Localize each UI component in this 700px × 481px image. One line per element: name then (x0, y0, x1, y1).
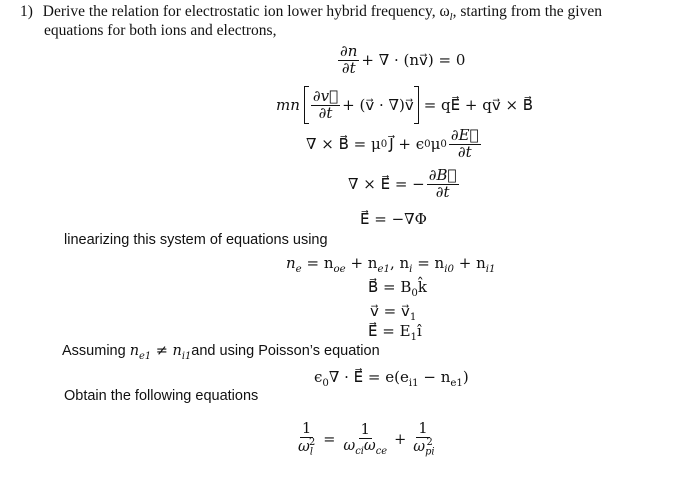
poisson-equation: $\epsilon_0\nabla$ · E⃗ = $e(e_{i1} - n_{e1})$ (314, 368, 469, 389)
faraday-fraction: $\frac{\partial B⃗}{\partial t}$ (428, 166, 457, 201)
momentum-fraction: $\frac{\partial v⃗}{\partial t}$ (312, 86, 339, 122)
obtain-label: Obtain the following equations (64, 388, 259, 404)
assumption-text: Assuming $n_{e1} \ne n_{i1}and$ using Poisson’s equation (62, 343, 380, 362)
density-perturbation-equation: $n_e = n_{oe} + n_{e1}$, $n_i = n_{i0} + n_{i1}$ (286, 254, 496, 275)
problem-number: 1) (20, 3, 33, 20)
momentum-equation: mn $\frac{\partial v⃗}{\partial t}$ + (v⃗ · ∇)v⃗ = qE⃗ + qv⃗ × B⃗ (276, 86, 533, 124)
prompt-line-2: equations for both ions and electrons, (44, 22, 277, 39)
ampere-fraction: $\frac{\partial E⃗}{\partial t}$ (450, 126, 479, 161)
potential-equation: E⃗ = −∇Φ (360, 210, 427, 228)
ampere-equation: ∇ × B⃗ = μ 0 J⃗ + ϵ 0 μ 0 $\frac{\partial E⃗}{\partial t}$ (306, 126, 479, 161)
result-fraction-cyclotron: $\frac{1}{\omega_{ci}\omega_{ce}}$ (343, 421, 388, 458)
result-fraction-plasma: $\frac{1}{\omega_{pi}^2}$ (413, 421, 435, 458)
result-fraction-lhs: $\frac{1}{\omega_l^2}$ (298, 421, 316, 458)
result-equation: $\frac{1}{\omega_l^2}$ = $\frac{1}{\omega_{ci}\omega_{ce}}$ + $\frac{1}{\omega_{pi}^2}$ (298, 421, 435, 458)
problem-statement (20, 3, 602, 23)
b-field-equation: B⃗ = $B_0k̂$ (368, 278, 427, 299)
continuity-fraction: $\frac{\partial n}{\partial t}$ (340, 42, 358, 77)
continuity-equation: $\frac{\partial n}{\partial t}$ + ∇ · (nv⃗) = 0 (340, 42, 466, 77)
velocity-equation: v⃗ = $v⃗_1$ (370, 302, 417, 323)
linearizing-label: linearizing this system of equations using (64, 232, 328, 248)
e-field-equation: E⃗ = $E_1î$ (368, 322, 422, 343)
faraday-equation: ∇ × E⃗ = − $\frac{\partial B⃗}{\partial t}$ (348, 166, 457, 201)
prompt-line-1: Derive the relation for electrostatic ion lower hybrid frequency, $\omega_l$, starting from the given (42, 3, 602, 24)
